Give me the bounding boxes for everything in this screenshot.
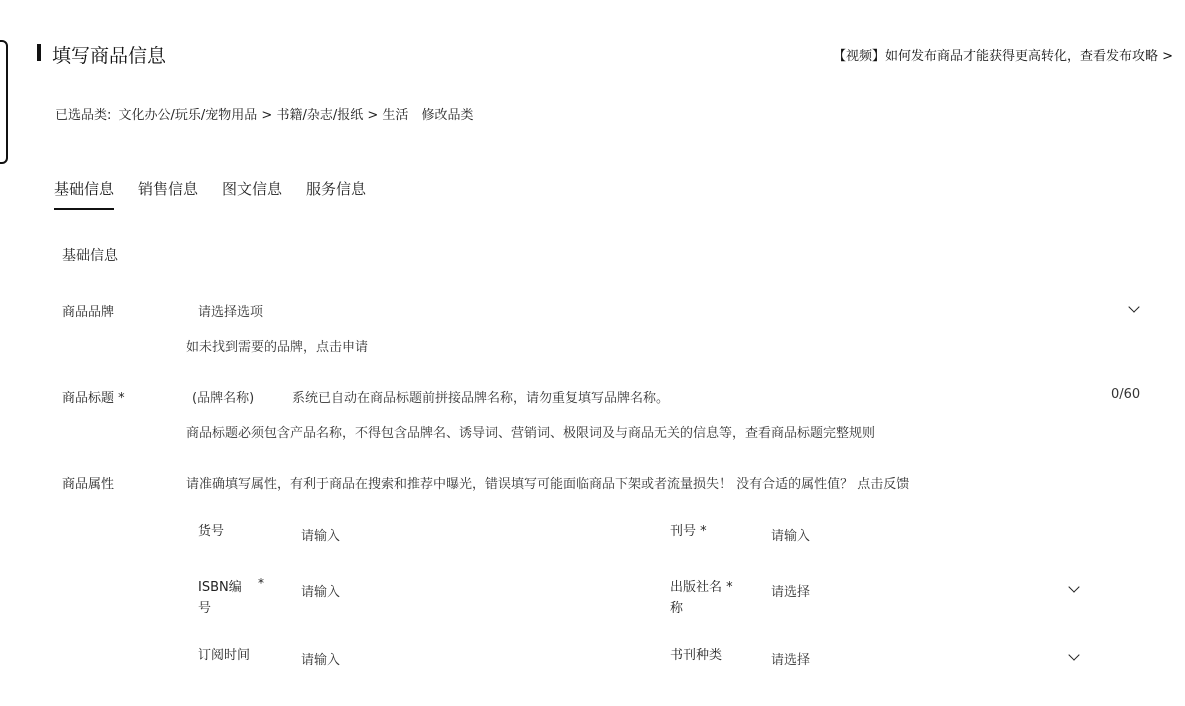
isbn-placeholder: 请输入 (301, 585, 341, 600)
brand-select[interactable] (186, 296, 1146, 322)
subscription-input[interactable] (292, 642, 652, 670)
issue-no-label: 刊号 * (670, 524, 707, 539)
isbn-label-wrap: 号 (198, 601, 212, 616)
periodical-type-placeholder: 请选择 (771, 653, 811, 668)
periodical-type-select[interactable] (762, 642, 1087, 670)
brand-name-prefix: (品牌名称) (192, 391, 255, 406)
title-rules-hint[interactable]: 商品标题必须包含产品名称，不得包含品牌名、诱导词、营销词、极限词及与商品无关的信息等，查看商品标题完整规则 (186, 426, 876, 441)
title-input[interactable] (186, 381, 1146, 409)
tab-bar (54, 178, 390, 210)
title-char-counter: 0/60 (1111, 387, 1141, 402)
issue-no-input[interactable] (762, 518, 1087, 546)
tab-sales-info[interactable]: 销售信息 (138, 180, 199, 198)
issue-no-placeholder: 请输入 (771, 529, 811, 544)
title-input-placeholder: 系统已自动在商品标题前拼接品牌名称，请勿重复填写品牌名称。 (292, 391, 670, 406)
attributes-hint: 请准确填写属性，有利于商品在搜索和推荐中曝光，错误填写可能面临商品下架或者流量损失！ 没有合适的属性值？ 点击反馈 (186, 477, 910, 492)
breadcrumb-path: 文化办公/玩乐/宠物用品 > 书籍/杂志/报纸 > 生活 (118, 108, 409, 123)
brand-apply-hint[interactable]: 如未找到需要的品牌，点击申请 (186, 340, 369, 355)
publisher-select[interactable] (762, 574, 1087, 602)
title-accent-bar (37, 44, 41, 61)
title-label: 商品标题 * (62, 391, 125, 406)
breadcrumb-label: 已选品类: (55, 108, 112, 123)
publisher-label-wrap: 称 (670, 601, 684, 616)
publish-guide-link[interactable]: 【视频】如何发布商品才能获得更高转化，查看发布攻略 > (832, 49, 1173, 64)
brand-select-placeholder: 请选择选项 (198, 305, 264, 320)
chevron-down-icon (1068, 581, 1079, 592)
chevron-down-icon (1068, 649, 1079, 660)
publisher-placeholder: 请选择 (771, 585, 811, 600)
isbn-input[interactable] (292, 574, 652, 602)
section-title: 基础信息 (62, 248, 118, 264)
item-no-label: 货号 (198, 524, 225, 539)
attributes-label: 商品属性 (62, 477, 115, 492)
periodical-type-label: 书刊种类 (670, 648, 723, 663)
tab-basic-info[interactable]: 基础信息 (54, 178, 114, 210)
item-no-placeholder: 请输入 (301, 529, 341, 544)
page-title: 填写商品信息 (52, 45, 167, 67)
breadcrumb (55, 104, 477, 123)
isbn-required-mark: * (258, 576, 264, 590)
tab-service-info[interactable]: 服务信息 (306, 180, 367, 198)
tab-images-text[interactable]: 图文信息 (222, 180, 283, 198)
chevron-down-icon (1128, 301, 1139, 312)
brand-label: 商品品牌 (62, 305, 115, 320)
isbn-label: ISBN编 (198, 580, 242, 595)
edit-category-link[interactable]: 修改品类 (421, 108, 474, 123)
left-frame-edge (0, 40, 8, 164)
item-no-input[interactable] (292, 518, 652, 546)
subscription-placeholder: 请输入 (301, 653, 341, 668)
publisher-label: 出版社名 * (670, 580, 733, 595)
subscription-label: 订阅时间 (198, 648, 251, 663)
